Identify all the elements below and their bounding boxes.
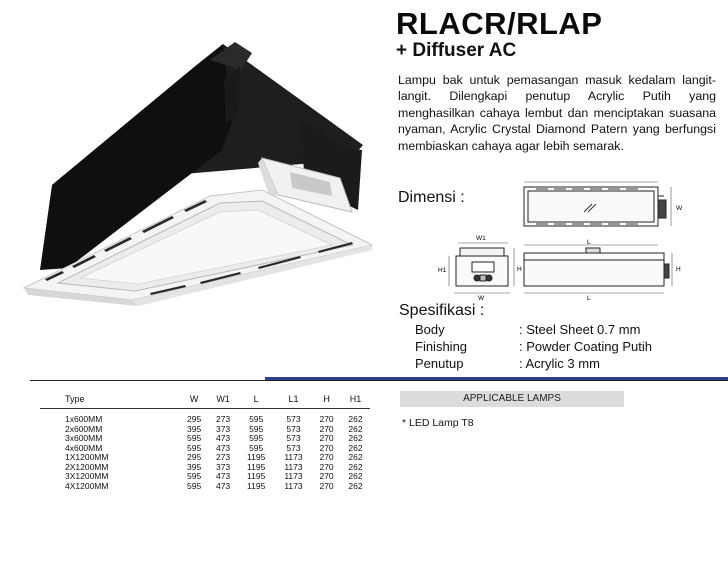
- dim-label-l1: L: [587, 239, 591, 246]
- product-image: [0, 0, 390, 330]
- cell-h: 270: [319, 423, 334, 434]
- table-header-l: L: [253, 394, 259, 404]
- cell-h: 270: [319, 461, 334, 472]
- cell-w: 595: [187, 433, 202, 443]
- dim-label-w-top: W: [676, 205, 683, 212]
- product-title: RLACR/RLAP: [396, 6, 603, 41]
- cell-h1: 262: [348, 461, 363, 472]
- side-view: [449, 243, 514, 293]
- top-view: [524, 182, 671, 226]
- cell-type: 3X1200MM: [65, 471, 109, 481]
- cell-type: 1X1200MM: [65, 452, 109, 462]
- cell-l: 1195: [247, 452, 266, 462]
- cell-l1: 573: [286, 423, 301, 434]
- cell-h: 270: [319, 433, 334, 443]
- spec-value-finishing: : Powder Coating Putih: [519, 339, 652, 354]
- dim-label-h1: H1: [438, 267, 447, 274]
- cell-type: 2x600MM: [65, 423, 103, 434]
- table-header-row: [40, 394, 370, 409]
- table-row: [40, 482, 370, 492]
- cell-l1: 573: [286, 433, 301, 443]
- dimension-drawing: [436, 178, 696, 302]
- applicable-lamps-header: APPLICABLE LAMPS: [400, 391, 624, 407]
- cell-l1: 1173: [284, 452, 303, 462]
- table-header-type: Type: [65, 394, 85, 404]
- cell-l: 1195: [247, 461, 266, 472]
- cell-w: 295: [187, 452, 202, 462]
- product-subtitle: + Diffuser AC: [396, 40, 517, 61]
- spec-key-body: Body: [415, 322, 445, 337]
- cell-h1: 262: [348, 414, 363, 424]
- cell-h1: 262: [348, 480, 363, 491]
- cell-w: 595: [187, 480, 202, 491]
- cell-type: 3x600MM: [65, 433, 103, 443]
- cell-w: 395: [187, 461, 202, 472]
- dim-label-h-side: H: [517, 266, 522, 273]
- cell-w: 595: [187, 442, 202, 453]
- cell-w1: 273: [215, 414, 231, 424]
- spec-value-body: : Steel Sheet 0.7 mm: [519, 322, 641, 337]
- dim-label-w-side: W: [478, 295, 485, 302]
- cell-h: 270: [319, 480, 334, 491]
- table-header-h1: H1: [349, 394, 362, 404]
- cell-w: 295: [187, 414, 202, 424]
- cell-h: 270: [319, 414, 334, 424]
- spesifikasi-label: Spesifikasi :: [399, 302, 485, 319]
- cell-h: 270: [319, 452, 334, 462]
- divider-line: [30, 380, 728, 381]
- cell-h1: 262: [348, 423, 363, 434]
- table-header-h: H: [323, 394, 330, 404]
- spec-value-penutup: : Acrylic 3 mm: [519, 356, 600, 371]
- cell-l: 595: [249, 442, 264, 453]
- cell-l: 1195: [247, 471, 266, 481]
- cell-w: 395: [187, 423, 202, 434]
- dimension-table: [40, 394, 370, 491]
- cell-h1: 262: [348, 471, 363, 481]
- cell-h: 270: [319, 471, 334, 481]
- cell-w1: 473: [215, 442, 231, 453]
- cell-h1: 262: [348, 433, 363, 443]
- cell-type: 4X1200MM: [65, 480, 109, 491]
- cell-l: 1195: [247, 480, 266, 491]
- cell-w1: 473: [215, 471, 231, 481]
- cell-l: 595: [249, 423, 264, 434]
- dim-label-l2: L: [587, 295, 591, 302]
- cell-l1: 573: [286, 442, 301, 453]
- cell-w1: 373: [215, 461, 231, 472]
- cell-h1: 262: [348, 442, 363, 453]
- dim-label-w1: W1: [476, 235, 486, 242]
- table-header-w1: W1: [216, 394, 230, 404]
- cell-l1: 1173: [284, 461, 303, 472]
- cell-w1: 473: [215, 480, 231, 491]
- cell-w: 595: [187, 471, 202, 481]
- dimensi-label: Dimensi :: [398, 189, 465, 206]
- cell-type: 4x600MM: [65, 442, 103, 453]
- cell-h1: 262: [348, 452, 363, 462]
- table-header-w: W: [189, 394, 199, 404]
- product-description: Lampu bak untuk pemasangan masuk kedalam langit-langit. Dilengkapi penutup Acrylic Putih yang menghasilkan cahaya lembut dan menciptakan suasana nyaman, Acrylic Crystal Diamond Patern yang berfungsi membiaskan cahaya agar lebih semarak.: [398, 73, 716, 153]
- cell-l1: 1173: [284, 480, 303, 491]
- cell-w1: 473: [215, 433, 231, 443]
- table-header-l1: L1: [288, 394, 299, 404]
- dim-label-h-front: H: [676, 266, 681, 273]
- cell-l: 595: [249, 433, 264, 443]
- cell-type: 2X1200MM: [65, 461, 109, 472]
- cell-l1: 573: [286, 414, 301, 424]
- cell-h: 270: [319, 442, 334, 453]
- front-view: [524, 245, 672, 293]
- spec-key-penutup: Penutup: [415, 356, 464, 371]
- spec-key-finishing: Finishing: [415, 339, 468, 354]
- cell-w1: 373: [215, 423, 231, 434]
- cell-l: 595: [249, 414, 264, 424]
- cell-l1: 1173: [284, 471, 303, 481]
- cell-w1: 273: [215, 452, 231, 462]
- cell-type: 1x600MM: [65, 414, 103, 424]
- applicable-lamp-item: * LED Lamp T8: [402, 417, 474, 429]
